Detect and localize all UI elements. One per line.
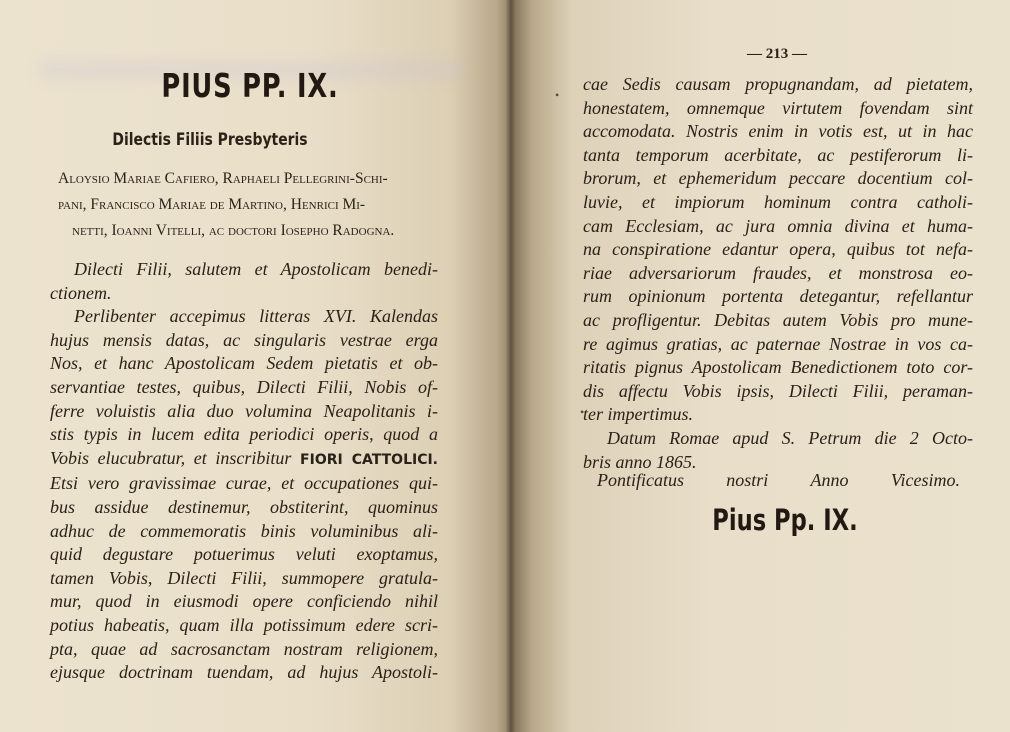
addressee-line: Aloysio Mariae Cafiero, Raphaeli Pellegrini-Schi-	[58, 170, 388, 187]
signoff-word: nostri	[726, 470, 769, 490]
text-line: ejusque doctrinam tuendam, ad hujus Apostoli-	[50, 662, 438, 683]
text-line: adhuc de commemoratis binis voluminibus ali-	[50, 520, 438, 541]
text-line: Datum Romae apud S. Petrum die 2 Octo-	[607, 427, 973, 448]
print-mark-icon: •	[580, 405, 585, 419]
text-line: ritatis pignus Apostolicam Benedictionem toto cor-	[583, 357, 973, 378]
text-line: Etsi vero gravissimae curae, et occupationes qui-	[50, 473, 438, 494]
signoff-word: Pontificatus	[597, 470, 684, 490]
text-line: Dilecti Filii, salutem et Apostolicam benedi-	[74, 259, 438, 279]
right-body-text	[583, 73, 973, 474]
addressee-line: pani, Francisco Mariae de Martino, Henrici Mi-	[58, 196, 366, 213]
left-body-text	[50, 258, 438, 685]
text-line: mur, quod in eiusmodi opere conficiendo nihil	[50, 591, 438, 612]
text-line: quid degustare potuerimus veluti exoptamus,	[50, 544, 438, 565]
text-line: brorum, et ephemeridum peccare docentium col-	[583, 168, 973, 189]
signoff-word: Anno	[810, 470, 849, 490]
text-line: ac profligentur. Debitas autem Vobis pro mune-	[583, 309, 973, 330]
page-title: PIUS PP. IX.	[161, 66, 339, 105]
journal-title: FIORI CATTOLICI.	[300, 451, 438, 468]
page-number: — 213 —	[747, 46, 807, 62]
papal-signature: Pius Pp. IX.	[712, 503, 858, 537]
text-line: re agimus gratias, ac paternae Nostrae in vos ca-	[583, 333, 973, 354]
text-line: cae Sedis causam propugnandam, ad pietatem,	[583, 74, 973, 94]
text-line: riae adversariorum fraudes, et monstrosa eo-	[583, 262, 973, 283]
addressees-block	[58, 166, 440, 244]
text-line: rum opinionum portenta detegantur, refellantur	[583, 286, 973, 307]
text-fragment: Vobis elucubratur, et inscribitur	[50, 447, 292, 468]
text-line: Nos, et hanc Apostolicam Sedem pietatis et ob-	[50, 353, 438, 374]
text-line: ter impertimus.	[583, 404, 693, 425]
text-line: ctionem.	[50, 282, 112, 303]
text-line: tamen Vobis, Dilecti Filii, summopere gratula-	[50, 567, 438, 588]
text-line: luvie, et impiorum hominum contra catholi-	[583, 191, 973, 212]
salutation-heading: Dilectis Filiis Presbyteris	[112, 130, 308, 150]
text-line-with-journal	[50, 447, 438, 473]
text-line: ferre voluistis alia duo volumina Neapolitanis i-	[50, 400, 438, 421]
text-line: honestatem, omnemque virtutem fovendam sint	[583, 97, 973, 118]
text-line: stis typis in lucem edita periodici operis, quod a	[50, 424, 438, 445]
text-line: hujus mensis datas, ac singularis vestrae erga	[50, 329, 438, 350]
book-gutter	[506, 0, 516, 732]
text-line: potius habeatis, quam illa potissimum edere scri-	[50, 614, 438, 635]
text-line: tanta temporum acerbitate, ac pestiferorum li-	[583, 144, 973, 165]
text-line: bris anno 1865.	[583, 451, 697, 472]
text-line: servantiae testes, quibus, Dilecti Filii, Nobis of-	[50, 376, 438, 397]
text-line: dis affectu Vobis ipsis, Dilecti Filii, peraman-	[583, 380, 973, 401]
signoff-word: Vicesimo.	[890, 470, 960, 490]
pontificate-signoff	[597, 470, 960, 491]
text-line: pta, quae ad sacrosanctam nostram religionem,	[50, 638, 438, 659]
text-line: na conspiratione edantur opera, quibus tot nefa-	[583, 239, 973, 260]
text-line: Perlibenter accepimus litteras XVI. Kalendas	[74, 306, 438, 327]
print-mark-icon: •	[555, 88, 560, 102]
text-line: bus assidue destinemur, obstiterint, quominus	[50, 496, 438, 517]
addressee-line: netti, Ioanni Vitelli, ac doctori Iosepho Radogna.	[72, 222, 395, 239]
text-line: accomodata. Nostris enim in votis est, ut in hac	[583, 121, 973, 142]
text-line: cam Ecclesiam, ac jura omnia divina et huma-	[583, 215, 973, 236]
